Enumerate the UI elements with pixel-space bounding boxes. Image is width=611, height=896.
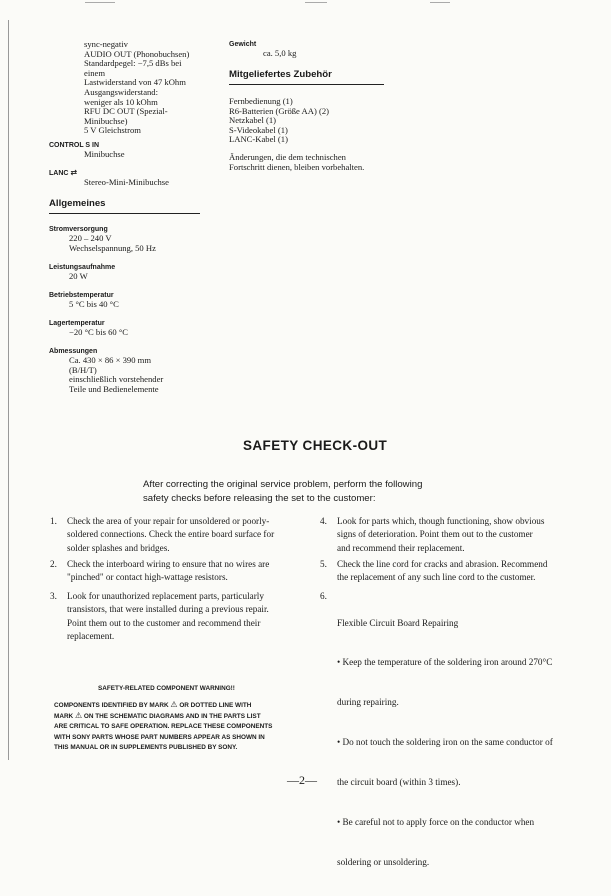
scan-mark <box>85 2 115 3</box>
item-line: the replacement of any such line cord to the customer. <box>337 572 536 583</box>
spec-value: 5 °C bis 40 °C <box>69 299 119 309</box>
scan-mark <box>430 2 450 3</box>
item-line: during repairing. <box>337 697 399 708</box>
lanc-icon: ⇄ <box>70 168 78 177</box>
change-notice <box>229 153 364 172</box>
warning-triangle-icon: ⚠ <box>170 700 178 709</box>
spec-line: einschließlich vorstehender <box>69 374 164 385</box>
item-line: Flexible Circuit Board Repairing <box>337 617 459 628</box>
item-line: Look for unauthorized replacement parts, particularly <box>67 591 264 601</box>
spec-label: Abmessungen <box>49 348 98 355</box>
warning-text <box>54 700 272 753</box>
lanc-value: Stereo-Mini-Minibuchse <box>84 177 169 187</box>
warning-title: SAFETY-RELATED COMPONENT WARNING!! <box>98 685 235 692</box>
lanc-label-text: LANC <box>49 170 69 177</box>
item-line: "pinched" or contact high-wattage resistors. <box>67 572 228 583</box>
general-heading: Allgemeines <box>49 198 106 209</box>
warning-line: WITH SONY PARTS WHOSE PART NUMBERS APPEAR AS SHOWN IN <box>54 733 265 741</box>
item-line: • Keep the temperature of the soldering iron around 270°C <box>337 657 553 668</box>
spec-line: Wechselspannung, 50 Hz <box>69 242 156 253</box>
scan-mark <box>305 2 327 3</box>
item-line: Check the area of your repair for unsoldered or poorly- <box>67 516 270 526</box>
list-item: LANC-Kabel (1) <box>229 134 288 145</box>
weight-label: Gewicht <box>229 41 257 48</box>
spec-line: Teile und Bedienelemente <box>69 383 159 394</box>
item-line: and recommend their replacement. <box>337 542 465 553</box>
spec-label: Stromversorgung <box>49 226 108 233</box>
spec-line: AUDIO OUT (Phonobuchsen) <box>84 48 190 59</box>
intro-line: After correcting the original service problem, perform the following <box>143 479 423 490</box>
item-number: 4. <box>320 516 327 526</box>
item-line: transistors, that were installed during a previous repair. <box>67 604 269 615</box>
item-line: soldered connections. Check the entire board surface for <box>67 529 275 540</box>
heading-rule <box>49 213 200 214</box>
page-edge-line <box>8 20 9 760</box>
notice-line: Änderungen, die dem technischen <box>229 152 346 162</box>
spec-value: −20 °C bis 60 °C <box>69 327 128 337</box>
warning-line: OR DOTTED LINE WITH <box>179 702 252 709</box>
list-item: R6-Batterien (Größe AA) (2) <box>229 105 329 116</box>
item-line: signs of deterioration. Point them out to the customer <box>337 529 533 540</box>
item-number: 6. <box>320 591 327 601</box>
spec-line: weniger als 10 kOhm <box>84 96 158 107</box>
accessories-list <box>229 97 329 145</box>
list-item: Netzkabel (1) <box>229 115 277 126</box>
item-line: • Do not touch the soldering iron on the same conductor of <box>337 737 553 748</box>
control-s-value: Minibuchse <box>84 149 125 159</box>
spec-label: Leistungsaufnahme <box>49 264 116 271</box>
list-item: Fernbedienung (1) <box>229 96 293 106</box>
heading-rule <box>229 84 384 85</box>
spec-line: sync-negativ <box>84 39 128 49</box>
item-number: 3. <box>50 591 57 601</box>
item-line: solder splashes and bridges. <box>67 542 170 553</box>
spec-line: (B/H/T) <box>69 364 97 375</box>
accessories-heading: Mitgeliefertes Zubehör <box>229 69 332 80</box>
item-number: 2. <box>50 559 57 569</box>
page-number: —2— <box>287 773 317 787</box>
item-line: replacement. <box>67 630 115 641</box>
spec-line: 220 – 240 V <box>69 233 112 243</box>
spec-value <box>69 356 163 394</box>
intro-line: safety checks before releasing the set to the customer: <box>143 493 376 504</box>
warning-line: ARE CRITICAL TO SAFE OPERATION. REPLACE THESE COMPONENTS <box>54 723 273 731</box>
spec-line: Ausgangswiderstand: <box>84 86 158 97</box>
item-line: • Be careful not to apply force on the conductor when <box>337 817 535 828</box>
spec-label: Betriebstemperatur <box>49 292 114 299</box>
spec-line: einem <box>84 67 105 78</box>
warning-line: MARK <box>54 713 74 721</box>
item-number: 1. <box>50 516 57 526</box>
spec-line: Lastwiderstand von 47 kOhm <box>84 77 186 88</box>
connector-continuation <box>84 40 189 136</box>
spec-line: 5 V Gleichstrom <box>84 125 141 136</box>
spec-line: Minibuchse) <box>84 115 128 126</box>
spec-line: Standardpegel: −7,5 dBs bei <box>84 58 182 69</box>
control-s-label: CONTROL S IN <box>49 142 100 149</box>
safety-intro <box>143 478 422 506</box>
item-line: Look for parts which, though functioning, show obvious <box>337 516 545 526</box>
item-number: 5. <box>320 559 327 569</box>
spec-line: Ca. 430 × 86 × 390 mm <box>69 355 152 365</box>
warning-line: ON THE SCHEMATIC DIAGRAMS AND IN THE PARTS LIST <box>83 713 261 721</box>
safety-title: SAFETY CHECK-OUT <box>243 438 388 453</box>
weight-value: ca. 5,0 kg <box>263 48 297 58</box>
item-line: the circuit board (within 3 times). <box>337 777 461 788</box>
spec-value: 20 W <box>69 271 88 281</box>
spec-line: RFU DC OUT (Spezial- <box>84 106 168 117</box>
notice-line: Fortschritt dienen, bleiben vorbehalten. <box>229 161 365 172</box>
spec-value <box>69 234 156 253</box>
spec-label: Lagertemperatur <box>49 320 105 327</box>
warning-triangle-icon: ⚠ <box>74 711 83 721</box>
item-line: Check the line cord for cracks and abrasion. Recommend <box>337 559 548 569</box>
item-line: Check the interboard wiring to ensure that no wires are <box>67 559 270 569</box>
item-line: Point them out to the customer and recommend their <box>67 617 261 628</box>
list-item: S-Videokabel (1) <box>229 124 288 135</box>
item-line: soldering or unsoldering. <box>337 856 430 867</box>
warning-line: COMPONENTS IDENTIFIED BY MARK <box>54 702 169 709</box>
warning-line: THIS MANUAL OR IN SUPPLEMENTS PUBLISHED BY SONY. <box>54 743 238 751</box>
lanc-label <box>49 168 77 178</box>
